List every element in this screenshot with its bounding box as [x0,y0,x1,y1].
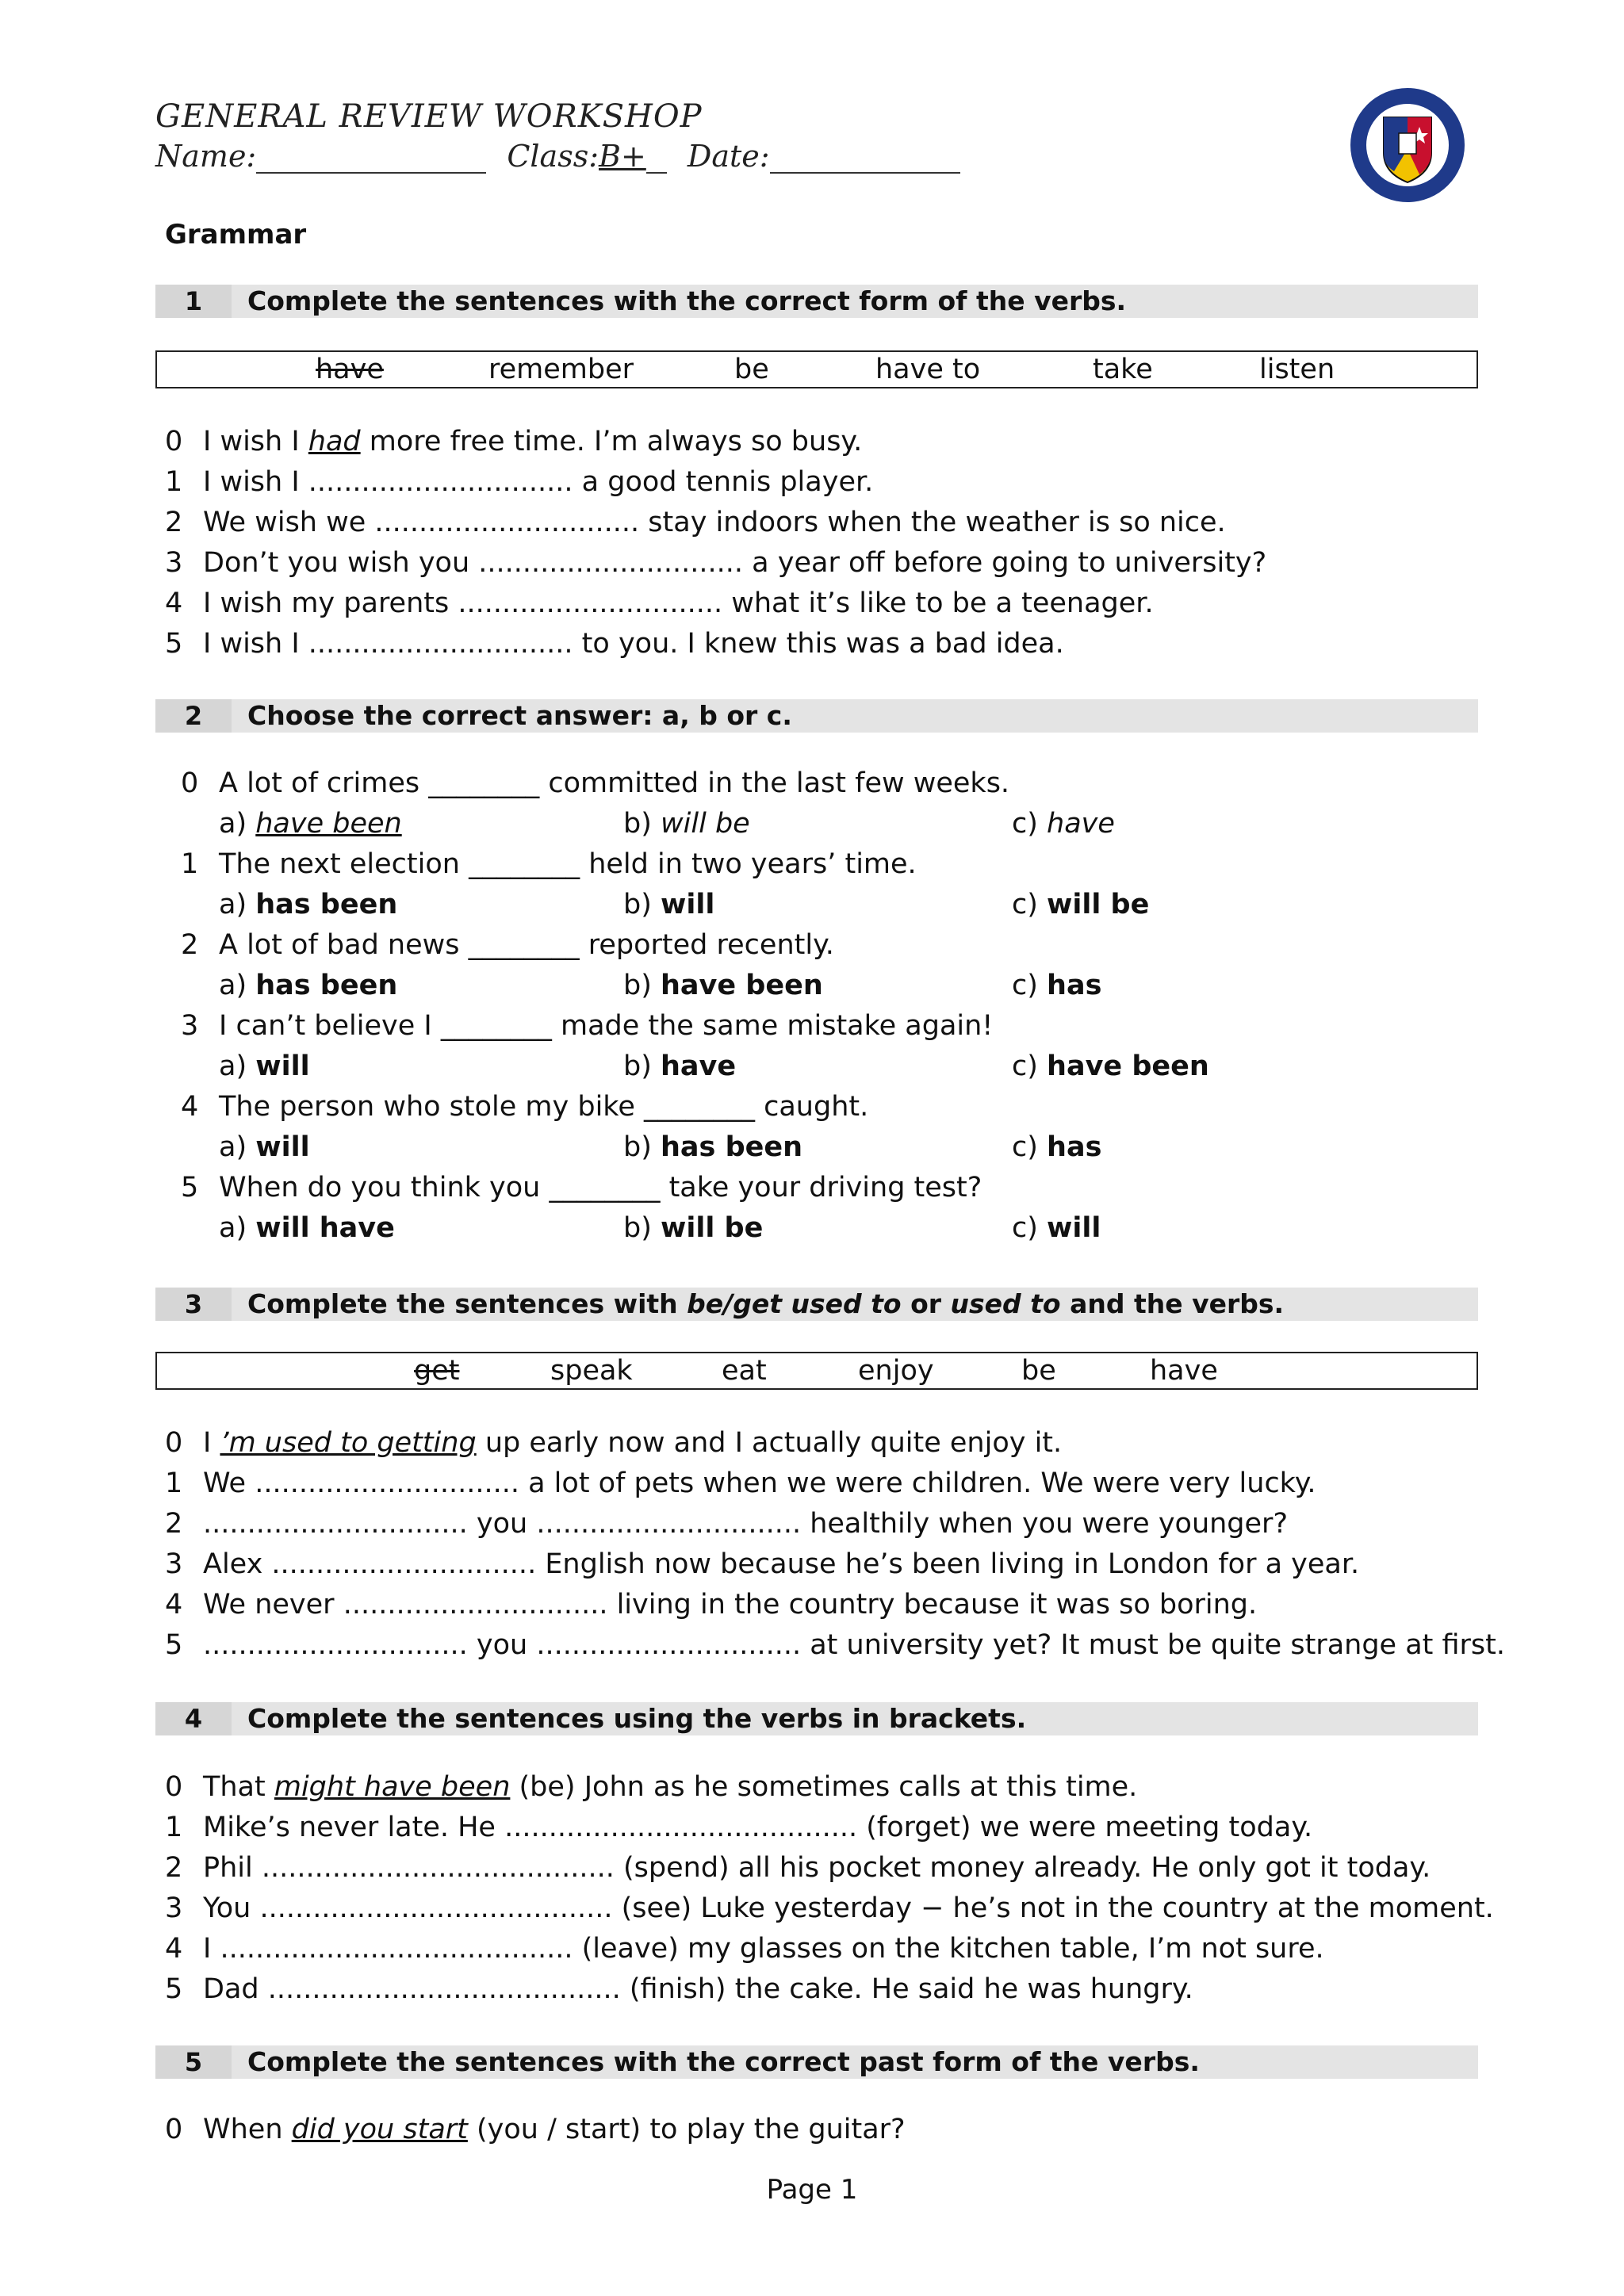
option-letter: a) [219,889,247,920]
section-title [247,1288,1284,1321]
title-part: or [901,1288,951,1319]
option-text: have been [1047,1050,1209,1082]
option-letter: c) [1012,1050,1038,1082]
example-answer: had [308,426,361,457]
option-letter: b) [623,1131,652,1163]
example-sentence [203,2112,906,2147]
item-number: 0 [181,767,199,799]
item-number: 1 [165,466,183,498]
option-text: has been [255,889,398,920]
exercise-sentence[interactable]: Mike’s never late. He ........................................ (forget) we were meeting today. [203,1812,1313,1843]
item-number: 4 [165,1933,183,1965]
option-c[interactable] [1012,1049,1209,1084]
option-text: have [661,1050,737,1082]
option-letter: c) [1012,970,1038,1001]
exercise-sentence[interactable]: We never .............................. living in the country because it was so boring. [203,1589,1258,1621]
word-bank-item: listen [1259,354,1335,385]
option-text: will [661,889,715,920]
word-bank-item: get [414,1355,460,1387]
option-letter: c) [1012,889,1038,920]
word-bank-item: speak [550,1355,633,1387]
item-number: 2 [181,929,199,961]
section-title: Choose the correct answer: a, b or c. [247,700,792,731]
section-3-header [155,1288,1478,1321]
word-bank-item: have [316,354,384,385]
item-number: 3 [165,1892,183,1924]
option-letter: a) [219,970,247,1001]
sentence-part: I wish I [203,426,308,457]
title-part: be/get used to [687,1288,902,1319]
item-number: 4 [181,1091,199,1123]
option-c [1012,806,1115,841]
exercise-sentence[interactable]: We .............................. a lot of pets when we were children. We were very lucky. [203,1468,1316,1499]
item-number: 0 [165,426,183,457]
exercise-sentence[interactable]: Dad ........................................ (finish) the cake. He said he was hungry. [203,1973,1193,2005]
sentence-part: That [203,1771,274,1803]
question-text: The person who stole my bike ________ caught. [219,1091,869,1123]
word-bank-item: have to [875,354,981,385]
exercise-sentence[interactable]: I ........................................ (leave) my glasses on the kitchen table, I’m not sure. [203,1933,1324,1965]
class-label: Class: [507,139,599,174]
option-letter: a) [219,808,247,840]
grammar-heading: Grammar [165,219,307,251]
option-text: will be [661,1212,764,1244]
option-letter: a) [219,1050,247,1082]
example-answer: did you start [291,2114,468,2145]
question-text: A lot of crimes ________ committed in the last few weeks. [219,767,1010,799]
option-text: will [1047,1212,1101,1244]
exercise-sentence[interactable]: Don’t you wish you .............................. a year off before going to university? [203,547,1267,579]
item-number: 3 [165,1548,183,1580]
option-b[interactable] [623,887,714,922]
section-2-header [155,699,1478,733]
exercise-sentence[interactable]: We wish we .............................. stay indoors when the weather is so nice. [203,507,1226,538]
option-letter: b) [623,1050,652,1082]
class-value: B+ [599,139,646,174]
word-bank-item: take [1093,354,1153,385]
word-bank-1 [155,350,1478,388]
option-a[interactable] [219,1130,310,1165]
item-number: 5 [165,1973,183,2005]
section-number: 2 [155,699,232,733]
option-a[interactable] [219,1211,395,1246]
option-b[interactable] [623,968,823,1003]
item-number: 4 [165,587,183,619]
class-blank [646,144,667,174]
option-c[interactable] [1012,1211,1101,1246]
option-letter: c) [1012,808,1038,840]
option-text: will be [661,808,750,840]
word-bank-3 [155,1352,1478,1390]
exercise-sentence[interactable]: Phil ........................................ (spend) all his pocket money already. He only got it today. [203,1852,1431,1884]
item-number: 2 [165,1508,183,1540]
section-number: 1 [155,285,232,318]
option-letter: b) [623,808,652,840]
example-sentence [203,424,862,459]
item-number: 5 [181,1172,199,1203]
sentence-part: I [203,1427,220,1459]
section-title: Complete the sentences with the correct past form of the verbs. [247,2046,1200,2077]
option-b[interactable] [623,1211,763,1246]
word-bank-item: be [1021,1355,1056,1387]
item-number: 1 [165,1468,183,1499]
word-bank-item: be [734,354,769,385]
item-number: 5 [165,628,183,660]
question-text: I can’t believe I ________ made the same mistake again! [219,1010,994,1042]
sentence-part: (you / start) to play the guitar? [467,2114,906,2145]
item-number: 4 [165,1589,183,1621]
word-bank-item: eat [722,1355,767,1387]
option-text: will have [255,1212,395,1244]
option-text: will [255,1131,310,1163]
option-letter: b) [623,889,652,920]
example-sentence [203,1425,1062,1460]
section-number: 4 [155,1702,232,1735]
title-part: used to [950,1288,1061,1319]
option-c[interactable] [1012,1130,1101,1165]
option-text: will be [1047,889,1150,920]
sentence-part: more free time. I’m always so busy. [360,426,863,457]
item-number: 2 [165,1852,183,1884]
option-c[interactable] [1012,968,1101,1003]
exercise-sentence[interactable]: Alex .............................. English now because he’s been living in London for a year. [203,1548,1360,1580]
word-bank-item: have [1150,1355,1218,1387]
option-b [623,806,750,841]
option-text: have been [661,970,823,1001]
example-answer: ’m used to getting [220,1427,477,1459]
student-info-line [155,139,960,174]
exercise-sentence[interactable]: You ........................................ (see) Luke yesterday − he’s not in the country at the moment. [203,1892,1494,1924]
worksheet-title: GENERAL REVIEW WORKSHOP [155,98,703,135]
item-number: 2 [165,507,183,538]
section-title: Complete the sentences using the verbs in brackets. [247,1703,1027,1734]
word-bank-item: enjoy [858,1355,934,1387]
exercise-sentence[interactable]: .............................. you .............................. at university yet? It must be quite strange at first. [203,1629,1506,1661]
section-5-header [155,2045,1478,2079]
school-crest-logo [1348,86,1467,205]
option-letter: a) [219,1131,247,1163]
sentence-part: (be) John as he sometimes calls at this time. [510,1771,1138,1803]
item-number: 0 [165,1427,183,1459]
option-a [219,806,402,841]
option-text: have been [255,808,402,840]
option-a[interactable] [219,887,397,922]
example-answer: might have been [274,1771,511,1803]
question-text: When do you think you ________ take your driving test? [219,1172,982,1203]
item-number: 3 [165,547,183,579]
section-4-header [155,1702,1478,1735]
section-number: 3 [155,1288,232,1321]
exercise-sentence[interactable]: I wish I .............................. to you. I knew this was a bad idea. [203,628,1064,660]
option-text: has [1047,970,1102,1001]
question-text: A lot of bad news ________ reported recently. [219,929,834,961]
example-sentence [203,1770,1137,1804]
section-title: Complete the sentences with the correct form of the verbs. [247,285,1127,316]
option-text: has been [661,1131,803,1163]
page-number: Page 1 [766,2174,858,2206]
item-number: 5 [165,1629,183,1661]
sentence-part: up early now and I actually quite enjoy it. [476,1427,1063,1459]
option-c[interactable] [1012,887,1149,922]
option-letter: a) [219,1212,247,1244]
section-number: 5 [155,2045,232,2079]
option-letter: b) [623,970,652,1001]
option-a[interactable] [219,1049,310,1084]
section-1-header [155,285,1478,318]
question-text: The next election ________ held in two years’ time. [219,848,917,880]
item-number: 0 [165,2114,183,2145]
date-blank[interactable] [770,144,960,174]
title-part: and the verbs. [1060,1288,1285,1319]
option-letter: c) [1012,1212,1038,1244]
item-number: 0 [165,1771,183,1803]
item-number: 1 [181,848,199,880]
word-bank-item: remember [488,354,634,385]
option-b[interactable] [623,1049,736,1084]
option-a[interactable] [219,968,397,1003]
option-text: has been [255,970,398,1001]
date-label: Date: [687,139,770,174]
option-letter: b) [623,1212,652,1244]
option-text: has [1047,1131,1102,1163]
option-letter: c) [1012,1131,1038,1163]
exercise-sentence[interactable]: .............................. you .............................. healthily when you were younger? [203,1508,1289,1540]
option-text: will [255,1050,310,1082]
option-b[interactable] [623,1130,802,1165]
name-blank[interactable] [256,144,486,174]
name-label: Name: [155,139,257,174]
item-number: 3 [181,1010,199,1042]
exercise-sentence[interactable]: I wish I .............................. a good tennis player. [203,466,874,498]
sentence-part: When [203,2114,292,2145]
title-part: Complete the sentences with [247,1288,688,1319]
exercise-sentence[interactable]: I wish my parents .............................. what it’s like to be a teenager. [203,587,1154,619]
item-number: 1 [165,1812,183,1843]
option-text: have [1047,808,1115,840]
